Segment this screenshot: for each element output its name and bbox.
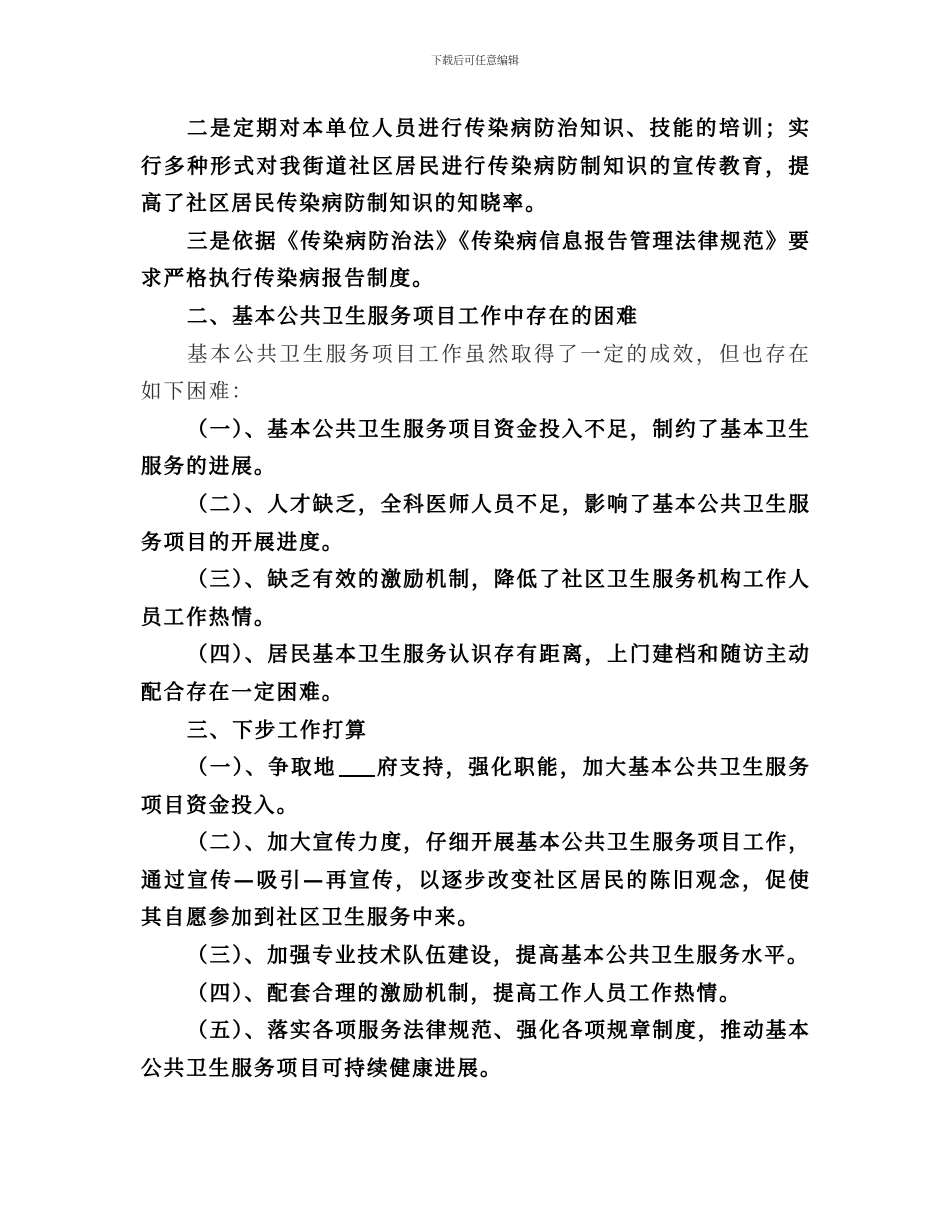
list-item: （一）、基本公共卫生服务项目资金投入不足，制约了基本卫生服务的进展。: [141, 416, 811, 479]
paragraph: 二是定期对本单位人员进行传染病防治知识、技能的培训；实行多种形式对我街道社区居民进行传染病防制知识的宣传教育，提高了社区居民传染病防制知识的知晓率。: [141, 116, 811, 216]
list-item: （四）、居民基本卫生服务认识存有距离，上门建档和随访主动配合存在一定困难。: [141, 642, 811, 704]
paragraph: 基本公共卫生服务项目工作虽然取得了一定的成效，但也存在如下困难：: [141, 341, 811, 404]
list-item: （二）、加大宣传力度，仔细开展基本公共卫生服务项目工作，通过宣传—吸引—再宣传，以逐步改变社区居民的陈旧观念，促使其自愿参加到社区卫生服务中来。: [141, 830, 811, 930]
list-item-text-end: 府支持，强化职能，加大基本公共卫生服务项目资金投入。: [141, 755, 812, 817]
list-item: （三）、加强专业技术队伍建设，提高基本公共卫生服务水平。: [187, 943, 810, 968]
document-body: [141, 110, 811, 1087]
list-item: （三）、缺乏有效的激励机制，降低了社区卫生服务机构工作人员工作热情。: [141, 567, 811, 629]
list-item: （五）、落实各项服务法律规范、强化各项规章制度，推动基本公共卫生服务项目可持续健康进展。: [141, 1018, 811, 1080]
section-heading: 二、基本公共卫生服务项目工作中存在的困难: [187, 303, 639, 328]
paragraph: 三是依据《传染病防治法》《传染病信息报告管理法律规范》要求严格执行传染病报告制度。: [141, 228, 811, 291]
list-item: （二）、人才缺乏，全科医师人员不足，影响了基本公共卫生服务项目的开展进度。: [141, 491, 811, 554]
list-item: [141, 749, 811, 824]
page-header: 下载后可任意编辑: [431, 54, 519, 67]
list-item: （四）、配套合理的激励机制，提高工作人员工作热情。: [187, 980, 742, 1005]
list-item-text-start: （一）、争取地: [187, 755, 337, 780]
blank-underline: [339, 754, 375, 778]
section-heading: 三、下步工作打算: [187, 717, 368, 742]
